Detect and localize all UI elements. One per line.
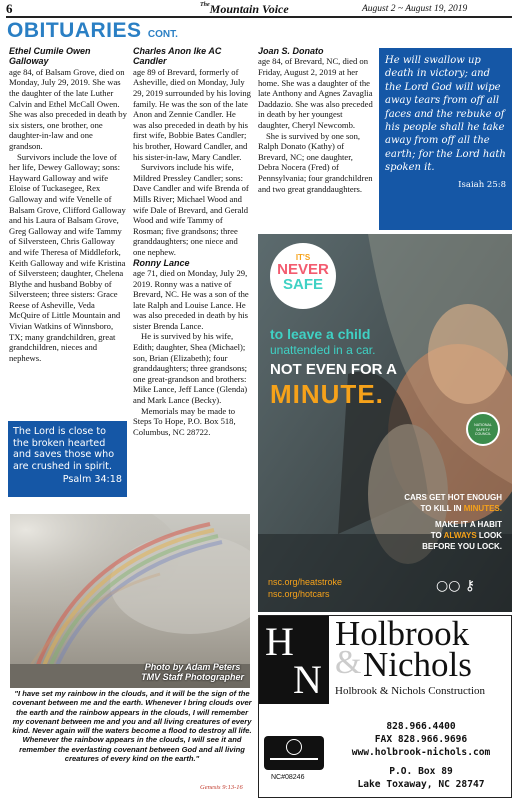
nsc-seal-label: NATIONAL SAFETY COUNCIL bbox=[474, 423, 492, 436]
hot-line-2 bbox=[404, 503, 502, 514]
obituary-paragraph: age 89 of Brevard, formerly of Asheville, died on Monday, July 29, 2019 surrounded by his loving family. He was the son of the late Anon and Zennie Candler. He was also preceded in death by his first wife, Bobbie Bates Candler; his brother, Howard Candler, and his sister-in-law, Mary Candler. bbox=[133, 66, 251, 162]
psalm-reference: Psalm 34:18 bbox=[62, 474, 122, 486]
hn-logo-n: N bbox=[293, 657, 322, 702]
psalm-verse-box bbox=[8, 421, 127, 497]
glasses-keys-icon: ○○ ⚷ bbox=[436, 578, 476, 594]
hot-line-2a: TO KILL IN bbox=[420, 504, 464, 513]
obituary-name: Charles Anon Ike AC Candler bbox=[133, 46, 222, 67]
hn-logo-h: H bbox=[265, 619, 294, 664]
hn-title-nichols: Nichols bbox=[363, 645, 472, 684]
obituary-paragraph: age 84, of Brevard, NC, died on Friday, August 2, 2019 at her home. She was a daughter of the late Anthony and Agnes Zavaglia Daddazio. She was also preceded in death by her youngest daughter, Cheryl Newcomb. bbox=[258, 56, 373, 130]
ad-fact-block bbox=[404, 492, 502, 552]
rainbow-photo bbox=[10, 514, 250, 688]
badge-never: NEVER bbox=[277, 261, 329, 278]
habit-line-2a: TO bbox=[430, 531, 444, 540]
photo-credit-role: TMV Staff Photographer bbox=[141, 672, 244, 683]
obituary-paragraph: age 84, of Balsam Grove, died on Monday, July 29, 2019. She was the daughter of the late Luther Calvin and Ethel McCall Owen. She was also preceded in death by six sisters, one brother, one daughter-in-law and one grandson. bbox=[9, 66, 127, 151]
hot-line-2b: MINUTES. bbox=[463, 504, 502, 513]
nsc-seal bbox=[466, 412, 500, 446]
hn-address bbox=[335, 765, 507, 791]
photo-credit bbox=[141, 662, 244, 683]
page-number: 6 bbox=[6, 1, 13, 16]
obituary-name: Ronny Lance bbox=[133, 257, 190, 268]
habit-line-3: BEFORE YOU LOCK. bbox=[422, 542, 502, 551]
isaiah-reference: Isaiah 25:8 bbox=[458, 179, 506, 190]
psalm-text: The Lord is close to the broken hearted and saves those who are crushed in spirit. bbox=[13, 426, 115, 472]
ad-headline-2: unattended in a car. bbox=[270, 343, 376, 357]
habit-line-2 bbox=[404, 530, 502, 541]
isaiah-text: He will swallow up death in victory; and the Lord God will wipe away tears from off all faces and the rebuke of his people shall he take away from off all the earth; for the Lord hath spoken it. bbox=[385, 55, 506, 174]
issue-dates: August 2 ~ August 19, 2019 bbox=[362, 4, 468, 14]
masthead bbox=[200, 2, 289, 17]
hn-website[interactable]: www.holbrook-nichols.com bbox=[351, 747, 491, 758]
obituary-galloway bbox=[9, 46, 127, 363]
genesis-reference: Genesis 9:13-16 bbox=[200, 784, 243, 791]
hot-car-safety-ad bbox=[258, 234, 512, 612]
obituary-paragraph: He is survived by his wife, Edith; daughter, Shea (Michael); son, Brian (Elizabeth); four granddaughters; three grandsons; one great-grandson and brothers: Mike Lance, Jeff Lance (Glenda) and Mark Lance (Becky). bbox=[133, 331, 248, 406]
habit-line-2c: LOOK bbox=[476, 531, 502, 540]
photo-credit-name: Photo by Adam Peters bbox=[144, 661, 241, 672]
section-title bbox=[7, 19, 178, 43]
ad-links bbox=[268, 576, 342, 600]
obituary-candler-lance bbox=[133, 46, 251, 437]
masthead-the: The bbox=[200, 2, 210, 8]
ad-headline-4: MINUTE. bbox=[270, 379, 384, 409]
never-safe-badge bbox=[270, 243, 336, 309]
hn-contact bbox=[335, 720, 507, 759]
ad-headline-1: to leave a child bbox=[270, 326, 371, 342]
genesis-quote: "I have set my rainbow in the clouds, and it will be the sign of the covenant between me and the earth. Whenever I bring clouds over the earth and the rainbow appears in the clouds, I will remember my covenant between me and you and all living creatures of every kind. Never again will the waters become a flood to destroy all life. Whenever the rainbow appears in the clouds, I will see it and remember the everlasting covenant between God and all living creatures of every kind on the earth." bbox=[12, 689, 252, 764]
hn-fax: FAX 828.966.9696 bbox=[374, 734, 468, 745]
badge-safe: SAFE bbox=[282, 276, 323, 293]
obituary-name: Joan S. Donato bbox=[258, 46, 324, 56]
hn-ampersand: & bbox=[335, 644, 362, 681]
obituary-donato bbox=[258, 46, 376, 194]
obituary-name: Ethel Cumile Owen Galloway bbox=[9, 46, 91, 67]
heatstroke-link[interactable]: nsc.org/heatstroke bbox=[268, 577, 343, 587]
obituary-paragraph: Survivors include the love of her life, Dewey Galloway; sons: Hayward Galloway and wife Eloise of Tuckasegee, Rex Galloway and wife Venelle of Balsam Grove, Clifford Galloway and his Laura of Balsam Grove, Greg Galloway and wife Tammy of Silversteen, Chris Galloway and wife Theresa of Middlefork, Keith Galloway and wife Kristina of Silversteen; daughter, Chelena Blythe and husband Bobby of Silversteen; three sisters: Grace Reese of Asheville, Veda McQuire of Little Mountain and Vivian Watkins of Winnsboro, TX; many grandchildren, great grandchildren, nieces and nephews. bbox=[9, 151, 126, 363]
hotcars-link[interactable]: nsc.org/hotcars bbox=[268, 589, 330, 599]
hot-line-1: CARS GET HOT ENOUGH bbox=[404, 493, 502, 502]
badge-its: IT'S bbox=[295, 253, 311, 262]
header-rule bbox=[6, 16, 512, 18]
hn-logo-box bbox=[259, 616, 329, 704]
obituary-paragraph: age 71, died on Monday, July 29, 2019. Ronny was a native of Brevard, NC. He was a son of the late Ralph and Louise Lance. He was also preceded in death by his sister Brenda Lance. bbox=[133, 267, 249, 331]
hn-city: Lake Toxaway, NC 28747 bbox=[357, 779, 485, 790]
hn-license: NC#08246 bbox=[271, 774, 305, 781]
hn-phone: 828.966.4400 bbox=[386, 721, 456, 732]
obituary-paragraph: Memorials may be made to Steps To Hope, P.O. Box 518, Columbus, NC 28722. bbox=[133, 405, 236, 437]
hn-subtitle: Holbrook & Nichols Construction bbox=[335, 685, 486, 697]
habit-line-2b: ALWAYS bbox=[443, 531, 477, 540]
section-cont: CONT. bbox=[147, 29, 178, 40]
habit-line-1: MAKE IT A HABIT bbox=[435, 520, 502, 529]
isaiah-verse-box bbox=[379, 48, 512, 230]
license-seal-icon bbox=[264, 736, 324, 770]
section-title-text: OBITUARIES bbox=[7, 19, 142, 42]
ad-headline-3: NOT EVEN FOR A bbox=[270, 361, 397, 378]
holbrook-nichols-ad bbox=[258, 615, 512, 798]
hn-po-box: P.O. Box 89 bbox=[389, 766, 453, 777]
hn-title-holbrook: Holbrook bbox=[335, 614, 470, 653]
obituary-paragraph: She is survived by one son, Ralph Donato (Kathy) of Brevard, NC; one daughter, Debra Nocera (Fred) of Pennsylvania; four grandchildren and two great granddaughters. bbox=[258, 130, 373, 194]
obituary-paragraph: Survivors include his wife, Mildred Pressley Candler; sons: Dave Candler and wife Brenda of Mills River; Michael Wood and wife Dale of Brevard, and Gerald Wood and wife Tammy of Rosman; five grandsons; three granddaughters; one niece and one nephew. bbox=[133, 162, 249, 257]
masthead-title: Mountain Voice bbox=[209, 2, 289, 16]
